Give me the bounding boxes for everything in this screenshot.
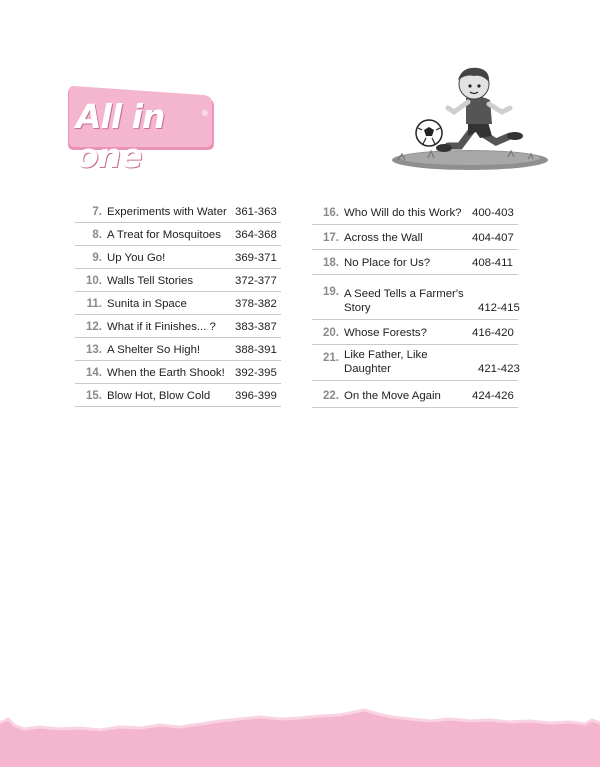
- toc-row[interactable]: [312, 345, 518, 381]
- chapter-number: 11.: [86, 298, 102, 310]
- chapter-title: No Place for Us?: [344, 257, 431, 269]
- toc-left-column: [75, 200, 281, 407]
- chapter-number: 15.: [86, 390, 102, 402]
- toc-row[interactable]: [75, 246, 281, 269]
- chapter-title: Walls Tell Stories: [107, 275, 194, 287]
- chapter-title: Who Will do this Work?: [344, 207, 462, 219]
- chapter-title: What if it Finishes... ?: [107, 321, 216, 333]
- page-range: 388-391: [235, 344, 277, 356]
- toc-row[interactable]: [75, 338, 281, 361]
- page-range: 361-363: [235, 206, 277, 218]
- page-range: 424-426: [472, 390, 514, 402]
- toc-row[interactable]: [75, 315, 281, 338]
- page-range: 369-371: [235, 252, 277, 264]
- page-range: 404-407: [472, 232, 514, 244]
- page-range: 364-368: [235, 229, 277, 241]
- torn-paper-footer: [0, 707, 600, 767]
- toc-row[interactable]: [75, 361, 281, 384]
- page-range: 421-423: [478, 363, 520, 375]
- page-range: 396-399: [235, 390, 277, 402]
- toc-right-column: [312, 200, 518, 408]
- chapter-title: Experiments with Water: [107, 206, 227, 218]
- chapter-number: 17.: [323, 232, 339, 244]
- page-range: 392-395: [235, 367, 277, 379]
- chapter-number: 20.: [323, 327, 339, 339]
- registered-mark: ®: [202, 109, 208, 118]
- brand-logo: [66, 84, 216, 175]
- chapter-title: Across the Wall: [344, 232, 423, 244]
- boy-football-illustration: [388, 62, 548, 172]
- toc-row[interactable]: [75, 384, 281, 407]
- page-range: 408-411: [472, 257, 513, 269]
- chapter-number: 9.: [92, 252, 102, 264]
- toc-row[interactable]: [312, 250, 518, 275]
- chapter-title: Sunita in Space: [107, 298, 187, 310]
- chapter-number: 7.: [92, 206, 102, 218]
- toc-row[interactable]: [312, 200, 518, 225]
- chapter-title: Blow Hot, Blow Cold: [107, 390, 211, 402]
- chapter-number: 16.: [323, 207, 339, 219]
- chapter-title: A Shelter So High!: [107, 344, 201, 356]
- toc-row[interactable]: [312, 320, 518, 345]
- page-range: 372-377: [235, 275, 277, 287]
- chapter-title: Like Father, Like Daughter: [344, 349, 428, 375]
- page-range: 378-382: [235, 298, 277, 310]
- chapter-title: A Seed Tells a Farmer's Story: [344, 288, 464, 314]
- toc-row[interactable]: [75, 269, 281, 292]
- toc-row[interactable]: [75, 200, 281, 223]
- toc-row[interactable]: [312, 381, 518, 408]
- chapter-number: 22.: [323, 390, 339, 402]
- chapter-number: 18.: [323, 257, 339, 269]
- chapter-title: Up You Go!: [107, 252, 166, 264]
- page-range: 416-420: [472, 327, 514, 339]
- chapter-title: A Treat for Mosquitoes: [107, 229, 221, 241]
- toc-row[interactable]: [75, 292, 281, 315]
- chapter-title: When the Earth Shook!: [107, 367, 225, 379]
- chapter-number: 8.: [92, 229, 102, 241]
- chapter-number: 10.: [86, 275, 102, 287]
- page-range: 400-403: [472, 207, 514, 219]
- page-range: 383-387: [235, 321, 277, 333]
- chapter-number: 12.: [86, 321, 102, 333]
- toc-row[interactable]: [75, 223, 281, 246]
- logo-text: All in one: [76, 97, 165, 175]
- page-range: 412-415: [478, 302, 520, 314]
- chapter-number: 13.: [86, 344, 102, 356]
- toc-row[interactable]: [312, 275, 518, 320]
- chapter-number: 19.: [323, 286, 339, 298]
- toc-row[interactable]: [312, 225, 518, 250]
- chapter-number: 14.: [86, 367, 102, 379]
- chapter-title: On the Move Again: [344, 390, 441, 402]
- chapter-title: Whose Forests?: [344, 327, 427, 339]
- chapter-number: 21.: [323, 352, 339, 364]
